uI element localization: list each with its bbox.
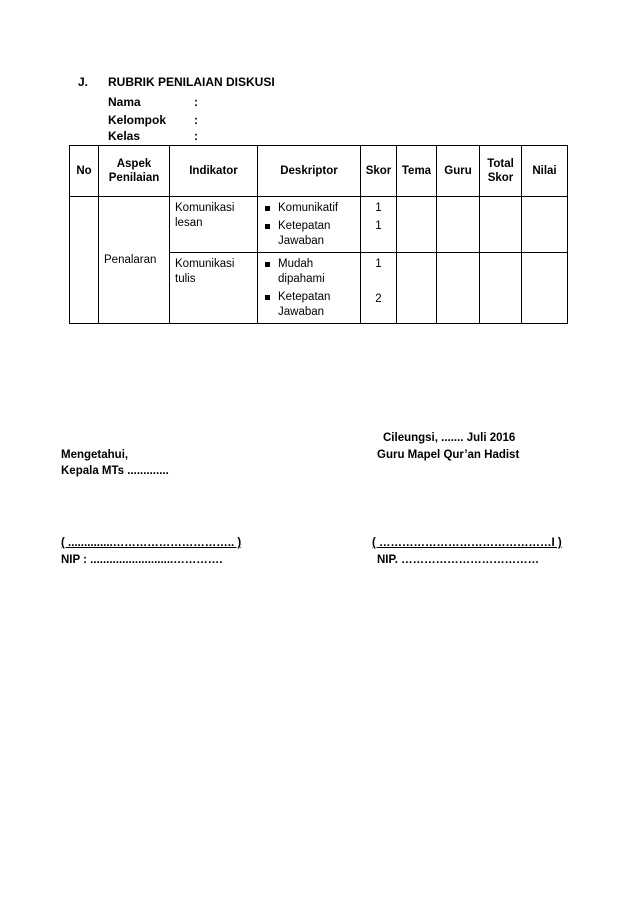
indikator-line1: Komunikasi <box>175 202 235 214</box>
descriptor-item <box>265 257 357 287</box>
cell-indikator <box>170 253 258 324</box>
cell-tema <box>397 197 437 253</box>
field-colon: : <box>194 95 198 109</box>
cell-total-skor <box>480 197 522 253</box>
section-number: J. <box>78 75 89 89</box>
cell-nilai <box>522 197 568 253</box>
descriptor-item <box>265 290 357 320</box>
table-row <box>70 197 568 253</box>
cell-skor <box>361 197 397 253</box>
skor-value: 1 <box>375 258 382 270</box>
header-deskriptor: Deskriptor <box>258 146 361 197</box>
field-colon: : <box>194 129 198 143</box>
cell-deskriptor <box>258 253 361 324</box>
cell-no <box>70 197 99 324</box>
cell-total-skor <box>480 253 522 324</box>
right-signer-name-line: ( ………………………………………I ) <box>372 537 562 549</box>
field-label: Kelompok <box>108 113 167 127</box>
header-indikator: Indikator <box>170 146 258 197</box>
field-label: Kelas <box>108 129 141 143</box>
header-tema: Tema <box>397 146 437 197</box>
place-date: Cileungsi, ....... Juli 2016 <box>383 432 516 444</box>
rubric-table <box>69 145 568 324</box>
descriptor-text: Mudah dipahami <box>278 258 325 285</box>
skor-value: 1 <box>375 220 382 232</box>
left-signer-title: Mengetahui, <box>61 449 129 461</box>
cell-guru <box>437 197 480 253</box>
descriptor-text: Komunikatif <box>278 202 339 214</box>
bullet-icon <box>265 295 270 300</box>
cell-skor <box>361 253 397 324</box>
descriptor-text: Ketepatan Jawaban <box>278 220 331 247</box>
header-skor: Skor <box>361 146 397 197</box>
cell-indikator <box>170 197 258 253</box>
field-kelompok <box>108 113 198 127</box>
indikator-line2: tulis <box>175 273 196 285</box>
header-nilai: Nilai <box>522 146 568 197</box>
left-signer-nip: NIP : ..........................…………. <box>61 554 223 566</box>
right-signer-nip: NIP. ……………………………… <box>377 554 540 566</box>
left-signer-position: Kepala MTs ............. <box>61 465 169 477</box>
left-signer-name-line: ( ..............………………………….. ) <box>61 537 242 549</box>
bullet-icon <box>265 206 270 211</box>
header-no: No <box>70 146 99 197</box>
indikator-line2: lesan <box>175 217 203 229</box>
cell-aspek: Penalaran <box>99 197 170 324</box>
cell-nilai <box>522 253 568 324</box>
header-aspek-line2: Penilaian <box>108 172 160 184</box>
indikator-line1: Komunikasi <box>175 258 235 270</box>
field-kelas <box>108 129 198 143</box>
descriptor-text: Ketepatan Jawaban <box>278 291 331 318</box>
header-guru: Guru <box>437 146 480 197</box>
skor-value: 1 <box>375 202 382 214</box>
cell-deskriptor <box>258 197 361 253</box>
right-signer-position: Guru Mapel Qur’an Hadist <box>377 449 520 461</box>
descriptor-item <box>265 219 357 249</box>
bullet-icon <box>265 224 270 229</box>
cell-guru <box>437 253 480 324</box>
field-nama <box>108 95 198 109</box>
cell-tema <box>397 253 437 324</box>
bullet-icon <box>265 262 270 267</box>
header-total-skor <box>480 146 522 197</box>
header-aspek <box>99 146 170 197</box>
section-title: RUBRIK PENILAIAN DISKUSI <box>108 75 275 89</box>
descriptor-item <box>265 201 357 216</box>
skor-value: 2 <box>375 293 382 305</box>
header-total-line2: Skor <box>487 172 514 184</box>
field-label: Nama <box>108 95 141 109</box>
header-aspek-line1: Aspek <box>116 158 152 170</box>
table-header-row <box>70 146 568 197</box>
field-colon: : <box>194 113 198 127</box>
header-total-line1: Total <box>487 158 514 170</box>
